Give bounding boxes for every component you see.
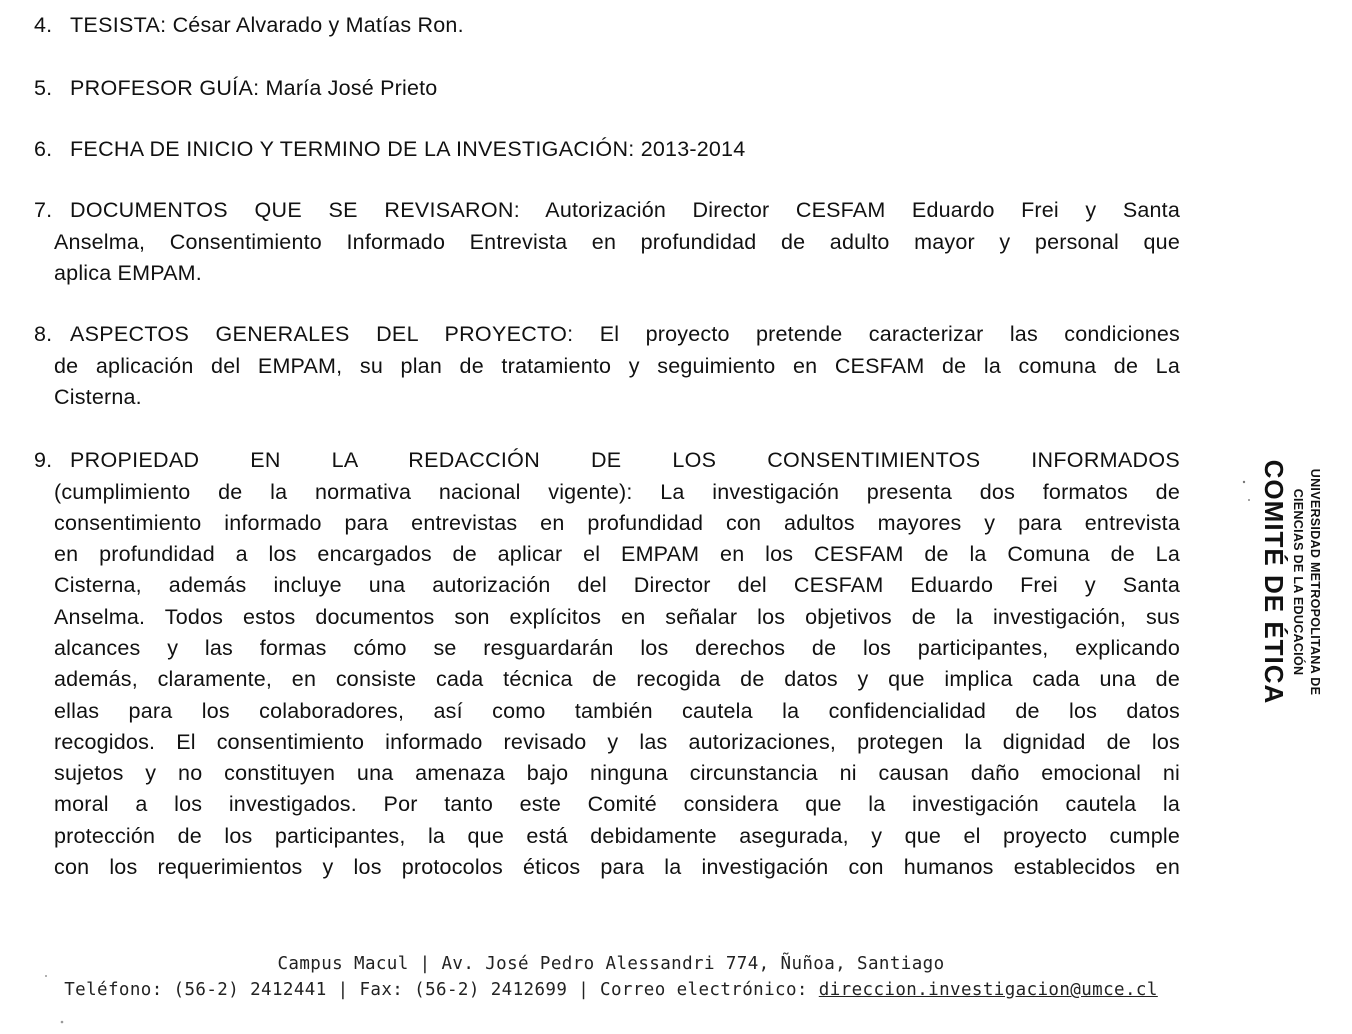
item-line: moral a los investigados. Por tanto este Comité considera que la investigación cautela la: [54, 792, 1180, 817]
item-line: en profundidad a los encargados de aplicar el EMPAM en los CESFAM de la Comuna de La: [54, 542, 1180, 567]
item-line: Cisterna.: [54, 385, 142, 409]
item-heading: PROPIEDAD EN LA REDACCIÓN DE LOS CONSENTIMIENTOS INFORMADOS: [70, 448, 1180, 472]
item-line: Anselma. Todos estos documentos son explícitos en señalar los objetivos de la investigación, sus: [54, 604, 1180, 629]
item-number: 9.: [34, 448, 53, 472]
item-line: protección de los participantes, la que está debidamente asegurada, y que el proyecto cumple: [54, 823, 1180, 848]
item-line: además, claramente, en consiste cada técnica de recogida de datos y que implica cada una de: [54, 667, 1180, 692]
item-line: (cumplimiento de la normativa nacional vigente): La investigación presenta dos formatos de: [54, 479, 1180, 504]
item-number: 6.: [34, 137, 53, 161]
item-heading: FECHA DE INICIO Y TERMINO DE LA INVESTIGACIÓN:: [70, 137, 635, 161]
stamp-faculty-line: CIENCIAS DE LA EDUCACIÓN: [1291, 488, 1305, 676]
item-number: 8.: [34, 322, 53, 346]
item-line: Anselma, Consentimiento Informado Entrevista en profundidad de adulto mayor y personal que: [54, 229, 1180, 254]
item-line: Cisterna, además incluye una autorización del Director del CESFAM Eduardo Frei y Santa: [54, 573, 1180, 598]
item-line: consentimiento informado para entrevistas en profundidad con adultos mayores y para entrevista: [54, 510, 1180, 535]
item-heading: TESISTA:: [70, 13, 167, 37]
footer-phone-fax: Teléfono: (56-2) 2412441 | Fax: (56-2) 2412699 | Correo electrónico:: [64, 980, 819, 1000]
footer-email-link[interactable]: direccion.investigacion@umce.cl: [818, 980, 1158, 1000]
stamp-committee-line: COMITÉ DE ÉTICA: [1259, 459, 1289, 705]
footer-address: Campus Macul | Av. José Pedro Alessandri 774, Ñuñoa, Santiago: [277, 954, 945, 974]
item-text: 2013-2014: [634, 137, 746, 161]
item-number: 5.: [34, 76, 53, 100]
item-heading: DOCUMENTOS QUE SE REVISARON:: [70, 198, 521, 222]
item-number: 7.: [34, 198, 53, 222]
item-text: César Alvarado y Matías Ron.: [166, 13, 464, 37]
item-line: El proyecto pretende caracterizar las condiciones: [573, 322, 1180, 346]
item-line: con los requerimientos y los protocolos éticos para la investigación con humanos establecidos en: [54, 855, 1180, 880]
item-text: María José Prieto: [259, 76, 438, 100]
stamp-university-line: UNIVERSIDAD METROPOLITANA DE: [1308, 468, 1322, 696]
item-line: de aplicación del EMPAM, su plan de tratamiento y seguimiento en CESFAM de la comuna de La: [54, 353, 1180, 378]
item-line: sujetos y no constituyen una amenaza bajo ninguna circunstancia ni causan daño emocional ni: [54, 761, 1180, 786]
item-number: 4.: [34, 13, 53, 37]
item-line: recogidos. El consentimiento informado revisado y las autorizaciones, protegen la dignidad de los: [54, 729, 1180, 754]
item-heading: ASPECTOS GENERALES DEL PROYECTO:: [70, 322, 574, 346]
item-line: aplica EMPAM.: [54, 261, 202, 285]
item-line: Autorización Director CESFAM Eduardo Frei y Santa: [520, 198, 1181, 222]
item-heading: PROFESOR GUÍA:: [70, 76, 260, 100]
item-line: ellas para los colaboradores, así como también cautela la confidencialidad de los datos: [54, 698, 1180, 723]
item-line: alcances y las formas cómo se resguardarán los derechos de los participantes, explicando: [54, 635, 1180, 660]
